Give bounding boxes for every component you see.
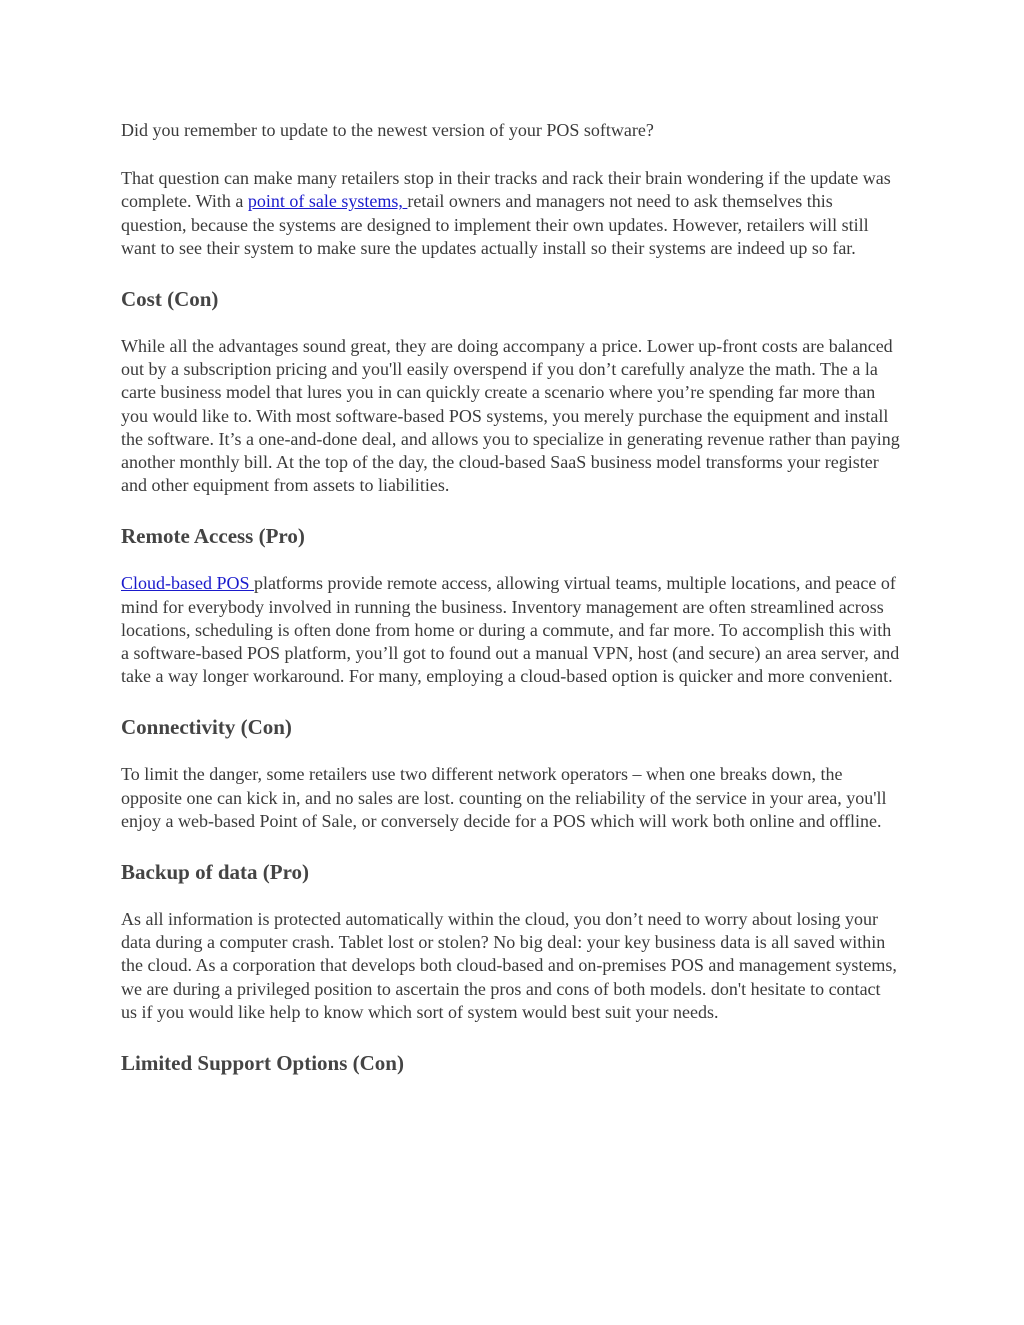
remote-access-paragraph	[121, 572, 901, 688]
intro-paragraph	[121, 167, 901, 260]
backup-heading: Backup of data (Pro)	[121, 860, 310, 885]
limited-support-heading: Limited Support Options (Con)	[121, 1051, 404, 1076]
remote-access-text: platforms provide remote access, allowing virtual teams, multiple locations, and peace of mind for everybody involved in running the business. Inventory management are often streamlined across locations, scheduling is often done from home or during a commute, and far more. To accomplish this with a software-based POS platform, you’ll got to found out a manual VPN, host (and secure) an area server, and take a way longer workaround. For many, employing a cloud-based option is quicker and more convenient.	[121, 573, 900, 687]
cost-paragraph: While all the advantages sound great, they are doing accompany a price. Lower up-front costs are balanced out by a subscription pricing and you'll easily overspend if you don’t carefully analyze the math. The a la carte business model that lures you in can quickly create a scenario where you’re spending far more than you would like to. With most software-based POS systems, you merely purchase the equipment and install the software. It’s a one-and-done deal, and allows you to specialize in generating revenue rather than paying another monthly bill. At the top of the day, the cloud-based SaaS business model transforms your register and other equipment from assets to liabilities.	[121, 336, 900, 496]
connectivity-heading: Connectivity (Con)	[121, 715, 292, 740]
document-page	[121, 119, 901, 1076]
connectivity-paragraph: To limit the danger, some retailers use two different network operators – when one breaks down, the opposite one can kick in, and no sales are lost. counting on the reliability of the service in your area, you'll enjoy a web-based Point of Sale, or conversely decide for a POS which will work both online and offline.	[121, 764, 887, 831]
remote-access-heading: Remote Access (Pro)	[121, 524, 305, 549]
cloud-based-pos-link[interactable]: Cloud-based POS	[121, 573, 255, 594]
intro-text-after-link: retail owners and managers not need to ask themselves this question, because the systems are designed to implement their own updates. However, retailers will still want to see their system to make sure the updates actually install so their systems are indeed up so far.	[121, 191, 869, 258]
intro-question: Did you remember to update to the newest version of your POS software?	[121, 120, 654, 140]
backup-paragraph: As all information is protected automatically within the cloud, you don’t need to worry about losing your data during a computer crash. Tablet lost or stolen? No big deal: your key business data is all saved within the cloud. As a corporation that develops both cloud-based and on-premises POS and management systems, we are during a privileged position to ascertain the pros and cons of both models. don't hesitate to contact us if you would like help to know which sort of system would best suit your needs.	[121, 909, 897, 1022]
intro-text-before-link: That question can make many retailers stop in their tracks and rack their brain wondering if the update was complete. With a	[121, 168, 891, 212]
point-of-sale-link[interactable]: point of sale systems,	[247, 191, 408, 212]
cost-heading: Cost (Con)	[121, 287, 219, 312]
